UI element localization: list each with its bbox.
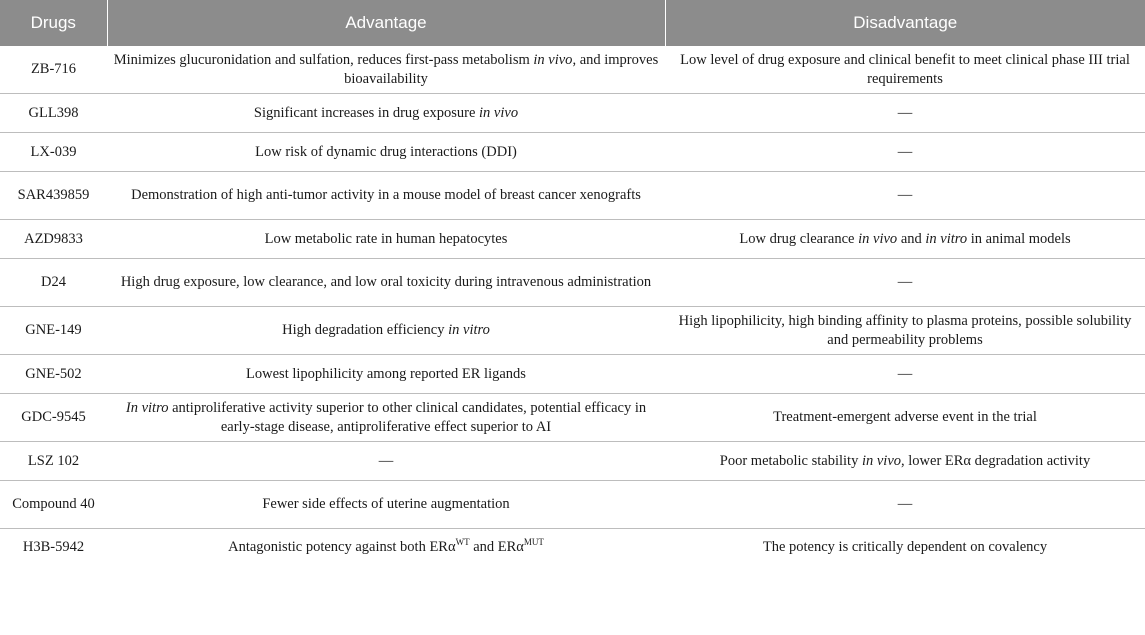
- cell-drug: H3B-5942: [22, 539, 85, 555]
- text-run: and: [897, 230, 926, 247]
- italic-text: in vivo: [479, 104, 519, 121]
- table-row: [0, 529, 1145, 567]
- text-run: —: [897, 365, 913, 382]
- cell-drug: GNE-502: [0, 355, 107, 394]
- italic-text: in vivo: [858, 230, 898, 247]
- text-run: —: [897, 496, 913, 512]
- italic-text: in vivo: [533, 51, 573, 68]
- italic-text: in vitro: [925, 230, 968, 247]
- cell-drug: SAR439859: [0, 172, 107, 220]
- table-row: [0, 394, 1145, 442]
- cell-disadvantage: [665, 94, 1145, 133]
- text-run: Low metabolic rate in human hepatocytes: [264, 230, 508, 247]
- header-row: [0, 0, 1145, 46]
- text-run: Minimizes glucuronidation and sulfation, reduces first-pass metabolism: [113, 51, 534, 68]
- table-row: [0, 220, 1145, 259]
- text-run: —: [897, 274, 913, 290]
- table-row: [0, 46, 1145, 94]
- text-run: antiproliferative activity superior to other clinical candidates, potential efficacy in early-stage disease, antiproliferative effect superior to AI: [168, 399, 647, 435]
- cell-advantage: [107, 220, 665, 259]
- cell-advantage: [107, 133, 665, 172]
- text-run: High drug exposure, low clearance, and low oral toxicity during intravenous administration: [120, 274, 652, 290]
- text-run: Demonstration of high anti-tumor activity in a mouse model of breast cancer xenografts: [131, 187, 641, 203]
- cell-disadvantage: [665, 529, 1145, 567]
- table-row: [0, 442, 1145, 481]
- cell-drug: GNE-149: [0, 307, 107, 355]
- text-run: Antagonistic potency against both ERα: [228, 539, 456, 555]
- header-advantage: Advantage: [107, 0, 665, 46]
- cell-disadvantage: [665, 394, 1145, 442]
- text-run: —: [378, 452, 394, 469]
- cell-disadvantage: [665, 133, 1145, 172]
- cell-advantage: [107, 307, 665, 355]
- text-run: , and improves bioavailability: [344, 51, 659, 87]
- text-run: Fewer side effects of uterine augmentation: [262, 496, 510, 512]
- table-row: [0, 481, 1145, 529]
- italic-text: In vitro: [125, 399, 169, 416]
- cell-advantage: [107, 529, 665, 567]
- cell-disadvantage: [665, 259, 1145, 307]
- cell-drug: ZB-716: [0, 46, 107, 94]
- table-body: [0, 46, 1145, 566]
- header-drugs: Drugs: [0, 0, 107, 46]
- text-run: Low drug clearance: [739, 230, 859, 247]
- text-run: Low risk of dynamic drug interactions (DDI): [255, 143, 517, 160]
- cell-drug: LSZ 102: [0, 442, 107, 481]
- superscript-text: WT: [455, 537, 470, 547]
- text-run: Low level of drug exposure and clinical benefit to meet clinical phase III trial requirements: [680, 51, 1130, 87]
- cell-disadvantage: [665, 355, 1145, 394]
- cell-drug: D24: [0, 259, 107, 307]
- text-run: in animal models: [967, 230, 1071, 247]
- cell-advantage: [107, 394, 665, 442]
- cell-disadvantage: [665, 442, 1145, 481]
- superscript-text: MUT: [523, 537, 544, 547]
- text-run: and ERα: [469, 539, 524, 555]
- text-run: Treatment-emergent adverse event in the trial: [773, 409, 1037, 425]
- text-run: High degradation efficiency: [282, 322, 449, 338]
- text-run: Poor metabolic stability: [719, 452, 862, 469]
- cell-drug: LX-039: [0, 133, 107, 172]
- text-run: —: [897, 143, 913, 160]
- cell-disadvantage: [665, 307, 1145, 355]
- table-row: [0, 94, 1145, 133]
- header-disadvantage: Disadvantage: [665, 0, 1145, 46]
- cell-disadvantage: [665, 220, 1145, 259]
- text-run: , lower ERα degradation activity: [901, 452, 1091, 469]
- cell-advantage: [107, 172, 665, 220]
- text-run: —: [897, 187, 913, 203]
- text-run: Lowest lipophilicity among reported ER ligands: [246, 365, 526, 382]
- cell-disadvantage: [665, 46, 1145, 94]
- cell-advantage: [107, 355, 665, 394]
- cell-advantage: [107, 481, 665, 529]
- cell-advantage: [107, 442, 665, 481]
- italic-text: in vivo: [861, 452, 902, 469]
- table-row: [0, 133, 1145, 172]
- cell-drug: Compound 40: [0, 481, 107, 529]
- cell-advantage: [107, 94, 665, 133]
- table-header: [0, 0, 1145, 46]
- text-run: High lipophilicity, high binding affinity to plasma proteins, possible solubility and permeability problems: [678, 312, 1132, 348]
- cell-advantage: [107, 259, 665, 307]
- cell-advantage: [107, 46, 665, 94]
- cell-drug: GDC-9545: [0, 394, 107, 442]
- cell-drug: GLL398: [0, 94, 107, 133]
- text-run: Significant increases in drug exposure: [253, 104, 480, 121]
- cell-disadvantage: [665, 481, 1145, 529]
- table-row: [0, 307, 1145, 355]
- table-row: [0, 259, 1145, 307]
- text-run: The potency is critically dependent on covalency: [762, 539, 1048, 555]
- cell-drug: AZD9833: [0, 220, 107, 259]
- table-row: [0, 355, 1145, 394]
- cell-disadvantage: [665, 172, 1145, 220]
- italic-text: in vitro: [448, 322, 490, 338]
- text-run: —: [897, 104, 913, 121]
- table-row: [0, 172, 1145, 220]
